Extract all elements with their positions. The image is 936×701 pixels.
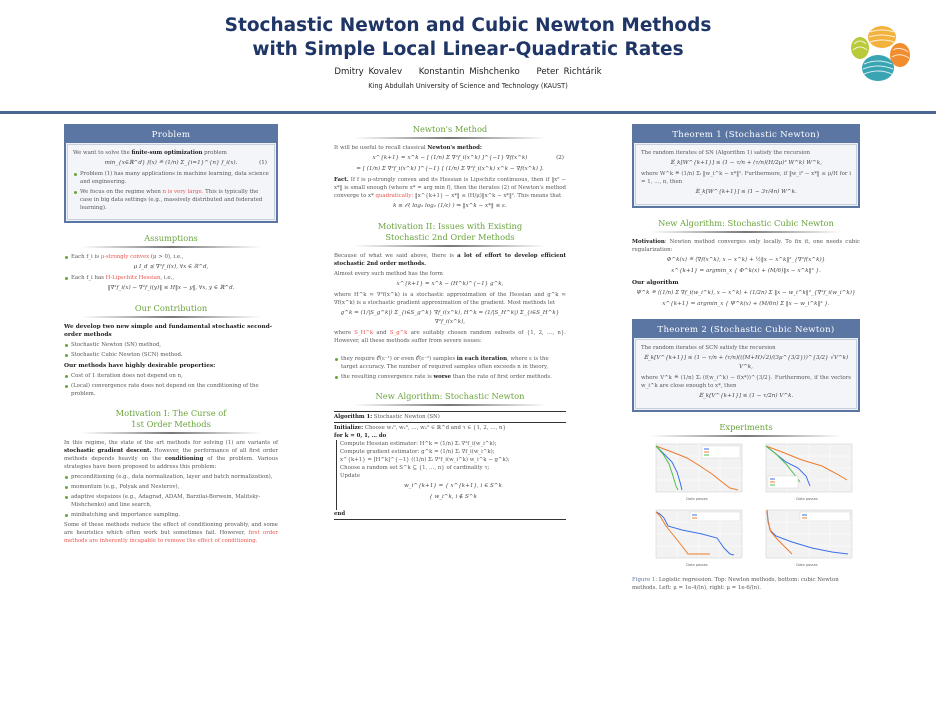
- list-item: Problem (1) has many applications in machine learning, data science and engineering.: [73, 170, 269, 186]
- algo-scn-heading: New Algorithm: Stochastic Cubic Newton: [632, 218, 860, 233]
- assumptions-list: [64, 253, 278, 261]
- list-item: the resulting convergence rate is worse than the rate of first order methods.: [334, 373, 566, 381]
- chart-cubic-left: [642, 508, 746, 570]
- contribution-heading: Our Contribution: [64, 303, 278, 318]
- poster-header: [0, 14, 936, 90]
- author: Konstantin Mishchenko: [418, 67, 520, 77]
- list-item: momentum (e.g., Polyak and Nesterov),: [64, 483, 278, 491]
- theorem1-box: Theorem 1 (Stochastic Newton) The random iterates of SN (Algorithm 1) satisfy the recursion 𝔼_k[W^{k+1}] ≤ (1 − τ/n + (τ/n)(H/2μ)² W^k) W^k, where W^k ≝ (1/n) Σᵢ ‖w_i^k − x*‖². Furthermore, if ‖w_i⁰ − x*‖ ≤ μ/H for i = 1, …, n, then 𝔼_k[W^{k+1}] ≤ (1 − 3τ/4n) W^k.: [632, 124, 860, 208]
- list-item: adaptive stepsizes (e.g., Adagrad, ADAM, Barzilai-Borwein, Malitsky-Mishchenko) and line search,: [64, 493, 278, 509]
- chart-cubic-right: [752, 508, 856, 570]
- equation: k ≥ 𝒪( log₂ log₂ (1/ε) ) ⇒ ‖x^k − x*‖ ≤ ε.: [393, 203, 507, 209]
- header-rule: [0, 111, 936, 114]
- svg-text:Data passes: Data passes: [686, 563, 708, 567]
- svg-text:Data passes: Data passes: [796, 563, 818, 567]
- problem-box: Problem We want to solve the finite-sum optimization problem min_{x∈ℝ^d} f(x) ≝ (1/n) Σ_{i=1}^{n} f_i(x). (1) Problem (1) has many applications in machine learning, data science and engineering. We focus on the regime when n is very large. This is typically the case in big data settings (e.g., massively distributed and federated learning).: [64, 124, 278, 223]
- figure-caption: Figure 1: Logistic regression. Top: Newton methods, bottom: cubic Newton methods. Left: μ = 1e-4/(n), right: μ = 1e-6/(n).: [632, 577, 839, 591]
- equation: ‖∇²f_i(x) − ∇²f_i(y)‖ ≤ H‖x − y‖, ∀x, y ∈ ℝ^d.: [107, 285, 235, 291]
- list-item: Cost of 1 iteration does not depend on n,: [64, 372, 278, 380]
- poster-title-line2: with Simple Local Linear-Quadratic Rates: [252, 39, 684, 60]
- svg-text:Data passes: Data passes: [686, 497, 708, 501]
- motivation1-heading: Motivation I: The Curse of 1st Order Methods: [64, 408, 278, 434]
- svg-text:Data passes: Data passes: [796, 497, 818, 501]
- kaust-logo-icon: [848, 24, 912, 84]
- list-item: Stochastic Cubic Newton (SCN) method.: [64, 351, 278, 359]
- experiments-heading: Experiments: [632, 422, 860, 437]
- equation-1: min_{x∈ℝ^d} f(x) ≝ (1/n) Σ_{i=1}^{n} f_i(x). (1): [104, 160, 267, 166]
- paragraph: In this regime, the state of the art methods for solving (1) are variants of stochastic gradient descent. However, the performance of all first order methods depends heavily on the conditioning of the problem. Various strategies have been proposed to address this problem:: [64, 440, 278, 470]
- equation: μ I_d ⪯ ∇²f_i(x), ∀x ∈ ℝ^d,: [133, 264, 209, 270]
- algo-sn-heading: New Algorithm: Stochastic Newton: [334, 391, 566, 406]
- assumptions-heading: Assumptions: [64, 233, 278, 248]
- paragraph: Some of these methods reduce the effect of conditioning provably, and some are heuristics which often work but sometimes fail. However, first order methods are inherently incapable to remove the effect of conditioning.: [64, 522, 278, 544]
- author: Dmitry Kovalev: [334, 67, 403, 77]
- theorem2-box: Theorem 2 (Stochastic Cubic Newton) The random iterates of SCN satisfy the recursion 𝔼_k[V^{k+1}] ≤ (1 − τ/n + (τ/n)(((M+H)√2)/(3μ^{3/2}))^{3/2} √V^k) V^k, where V^k ≝ (1/n) Σᵢ (f(w_i^k) − f(x*))^{3/2}. Furthermore, if the vectors w_i^k are close enough to x*, then 𝔼_k[V^{k+1}] ≤ (1 − τ/2n) V^k.: [632, 319, 860, 412]
- list-item: We focus on the regime when n is very large. This is typically the case in big data settings (e.g., massively distributed and federated learning).: [73, 188, 269, 212]
- paragraph: Fact. If f is μ-strongly convex and its Hessian is Lipschitz continuous, then if ‖x⁰ − x*‖ is small enough (where x* = arg min f), then the iterates (2) of Newton's method converge to x* quadratically: ‖x^{k+1} − x*‖ ≤ (H/μ)‖x^k − x*‖². This means that: [334, 177, 566, 199]
- list-item: preconditioning (e.g., data normalization, layer and batch normalization),: [64, 473, 278, 481]
- newton-heading: Newton's Method: [334, 124, 566, 139]
- equation: = [ (1/n) Σ ∇²f_i(x^k) ]^{−1} [ (1/n) Σ ∇²f_i(x^k) x^k − ∇f(x^k) ].: [356, 166, 544, 172]
- chart-newton-right: [752, 442, 856, 504]
- column-right: Theorem 1 (Stochastic Newton) The random iterates of SN (Algorithm 1) satisfy the recursion 𝔼_k[W^{k+1}] ≤ (1 − τ/n + (τ/n)(H/2μ)² W^k) W^k, where W^k ≝ (1/n) Σᵢ ‖w_i^k − x*‖². Furthermore, if ‖w_i⁰ − x*‖ ≤ μ/H for i = 1, …, n, then 𝔼_k[W^{k+1}] ≤ (1 − 3τ/4n) W^k. New Algorithm: Stochastic Cubic Newton Motivation: Newton method converges only locally. To fix it, one needs cubic regularization: Φ^k(x) ≝ ⟨∇f(x^k), x − x^k⟩ + ½‖x − x^k‖²_{∇²f(x^k)} x^{k+1} = argmin_x { Φ^k(x) + (M/6)‖x − x^k‖³ }. Our algorithm Ψ^k ≝ ⟨(1/n) Σ ∇f_i(w_i^k), x − x^k⟩ + (1/2n) Σ ‖x − w_i^k‖²_{∇²f_i(w_i^k)} x^{k+1} = argmin_x { Ψ^k(x) + (M/6n) Σ ‖x − w_i^k‖³ }. Theorem 2 (Stochastic Cubic Newton) The random iterates of SCN satisfy the recursion 𝔼_k[V^{k+1}] ≤ (1 − τ/n + (τ/n)(((M+H)√2)/(3μ^{3/2}))^{3/2} √V^k) V^k, where V^k ≝ (1/n) Σᵢ (f(w_i^k) − f(x*))^{3/2}. Furthermore, if the vectors w_i^k are close enough to x*, then 𝔼_k[V^{k+1}] ≤ (1 − τ/2n) V^k. Experiments Data passes Data passes Data passes Data passes Figure 1: Logistic regression. Top: Newton methods, bottom: cubic Newton methods. Left: μ = 1e-4/(n), right: μ = 1e-6/(n).: [632, 124, 860, 592]
- column-left: Problem We want to solve the finite-sum optimization problem min_{x∈ℝ^d} f(x) ≝ (1/n) Σ_{i=1}^{n} f_i(x). (1) Problem (1) has many applications in machine learning, data science and engineering. We focus on the regime when n is very large. This is typically the case in big data settings (e.g., massively distributed and federated learning). Assumptions Each f_i is μ-strongly convex (μ > 0), i.e., μ I_d ⪯ ∇²f_i(x), ∀x ∈ ℝ^d, Each f_i has H-Lipschitz Hessian, i.e., ‖∇²f_i(x) − ∇²f_i(y)‖ ≤ H‖x − y‖, ∀x, y ∈ ℝ^d. Our Contribution We develop two new simple and fundamental stochastic second-order methods Stochastic Newton (SN) method, Stochastic Cubic Newton (SCN) method. Our methods have highly desirable properties: Cost of 1 iteration does not depend on n, (Local) convergence rate does not depend on the conditioning of the problem. Motivation I: The Curse of 1st Order Methods In this regime, the state of the art methods for solving (1) are variants of stochastic gradient descent. However, the performance of all first order methods depends heavily on the conditioning of the problem. Various strategies have been proposed to address this problem: preconditioning (e.g., data normalization, layer and batch normalization), momentum (e.g., Polyak and Nesterov), adaptive stepsizes (e.g., Adagrad, ADAM, Barzilai-Borwein, Malitsky-Mishchenko) and line search, minibatching and importance sampling. Some of these methods reduce the effect of conditioning provably, and some are heuristics which often work but sometimes fail. However, first order methods are inherently incapable to remove the effect of conditioning.: [64, 124, 278, 545]
- algorithm-1: Algorithm 1: Stochastic Newton (SN) Initialize: Choose w₁⁰, w₂⁰, …, wₙ⁰ ∈ ℝ^d and τ ∈ {1, 2, …, n} for k = 0, 1, … do Compute Hessian estimator: H^k = (1/n) Σᵢ ∇²f_i(w_i^k); Compute gradient estimator: g^k = (1/n) Σᵢ ∇f_i(w_i^k); x^{k+1} = [H^k]^{−1} ((1/n) Σᵢ ∇²f_i(w_i^k) w_i^k − g^k); Choose a random set S^k ⊆ {1, …, n} of cardinality τ; Update w_i^{k+1} = { x^{k+1}, i ∈ S^k { w_i^k, i ∉ S^k end: [334, 411, 566, 520]
- author: Peter Richtárik: [536, 67, 602, 77]
- column-middle: Newton's Method It will be useful to recall classical Newton's method: x^{k+1} = x^k − [ (1/n) Σ ∇²f_i(x^k) ]^{−1} ∇f(x^k) (2) = [ (1/n) Σ ∇²f_i(x^k) ]^{−1} [ (1/n) Σ ∇²f_i(x^k) x^k − ∇f(x^k) ]. Fact. If f is μ-strongly convex and its Hessian is Lipschitz continuous, then if ‖x⁰ − x*‖ is small enough (where x* = arg min f), then the iterates (2) of Newton's method converge to x* quadratically: ‖x^{k+1} − x*‖ ≤ (H/μ)‖x^k − x*‖². This means that k ≥ 𝒪( log₂ log₂ (1/ε) ) ⇒ ‖x^k − x*‖ ≤ ε. Motivation II: Issues with Existing Stochastic 2nd Order Methods Because of what we said above, there is a lot of effort to develop efficient stochastic 2nd order methods. Almost every such method has the form x^{k+1} = x^k − (H^k)^{−1} g^k, where H^k ≈ ∇²f(x^k) is a stochastic approximation of the Hessian and g^k ≈ ∇f(x^k) is a stochastic gradient approximation of the gradient. Most methods let g^k = (1/|S_g^k|) Σ_{i∈S_g^k} ∇f_i(x^k), H^k = (1/|S_H^k|) Σ_{i∈S_H^k} ∇²f_i(x^k), where S_H^k and S_g^k are suitably chosen random subsets of {1, 2, …, n}. However, all these methods suffer from severe issues: they require 𝒪(ε⁻¹) or even 𝒪(ε⁻²) samples in each iteration, where ε is the target accuracy. The number of required samples often exceeds n in theory, the resulting convergence rate is worse than the rate of first order methods. New Algorithm: Stochastic Newton Algorithm 1: Stochastic Newton (SN) Initialize: Choose w₁⁰, w₂⁰, …, wₙ⁰ ∈ ℝ^d and τ ∈ {1, 2, …, n} for k = 0, 1, … do Compute Hessian estimator: H^k = (1/n) Σᵢ ∇²f_i(w_i^k); Compute gradient estimator: g^k = (1/n) Σᵢ ∇f_i(w_i^k); x^{k+1} = [H^k]^{−1} ((1/n) Σᵢ ∇²f_i(w_i^k) w_i^k − g^k); Choose a random set S^k ⊆ {1, …, n} of cardinality τ; Update w_i^{k+1} = { x^{k+1}, i ∈ S^k { w_i^k, i ∉ S^k end: [334, 124, 566, 520]
- list-item: Stochastic Newton (SN) method,: [64, 341, 278, 349]
- list-item: Each f_i has H-Lipschitz Hessian, i.e.,: [64, 274, 278, 282]
- affiliation: King Abdullah University of Science and Technology (KAUST): [368, 82, 568, 90]
- experiment-charts: [642, 442, 860, 570]
- poster-title-line1: Stochastic Newton and Cubic Newton Methods: [224, 15, 712, 36]
- list-item: (Local) convergence rate does not depend on the conditioning of the problem.: [64, 382, 278, 398]
- list-item: Each f_i is μ-strongly convex (μ > 0), i.e.,: [64, 253, 278, 261]
- equation-2: x^{k+1} = x^k − [ (1/n) Σ ∇²f_i(x^k) ]^{−1} ∇f(x^k) (2): [372, 155, 564, 161]
- motivation2-heading: Motivation II: Issues with Existing Stochastic 2nd Order Methods: [334, 221, 566, 247]
- list-item: minibatching and importance sampling.: [64, 511, 278, 519]
- list-item: they require 𝒪(ε⁻¹) or even 𝒪(ε⁻²) samples in each iteration, where ε is the target accuracy. The number of required samples often exceeds n in theory,: [334, 355, 566, 371]
- chart-newton-left: [642, 442, 746, 504]
- problem-heading: Problem: [66, 126, 276, 143]
- authors: [0, 67, 936, 77]
